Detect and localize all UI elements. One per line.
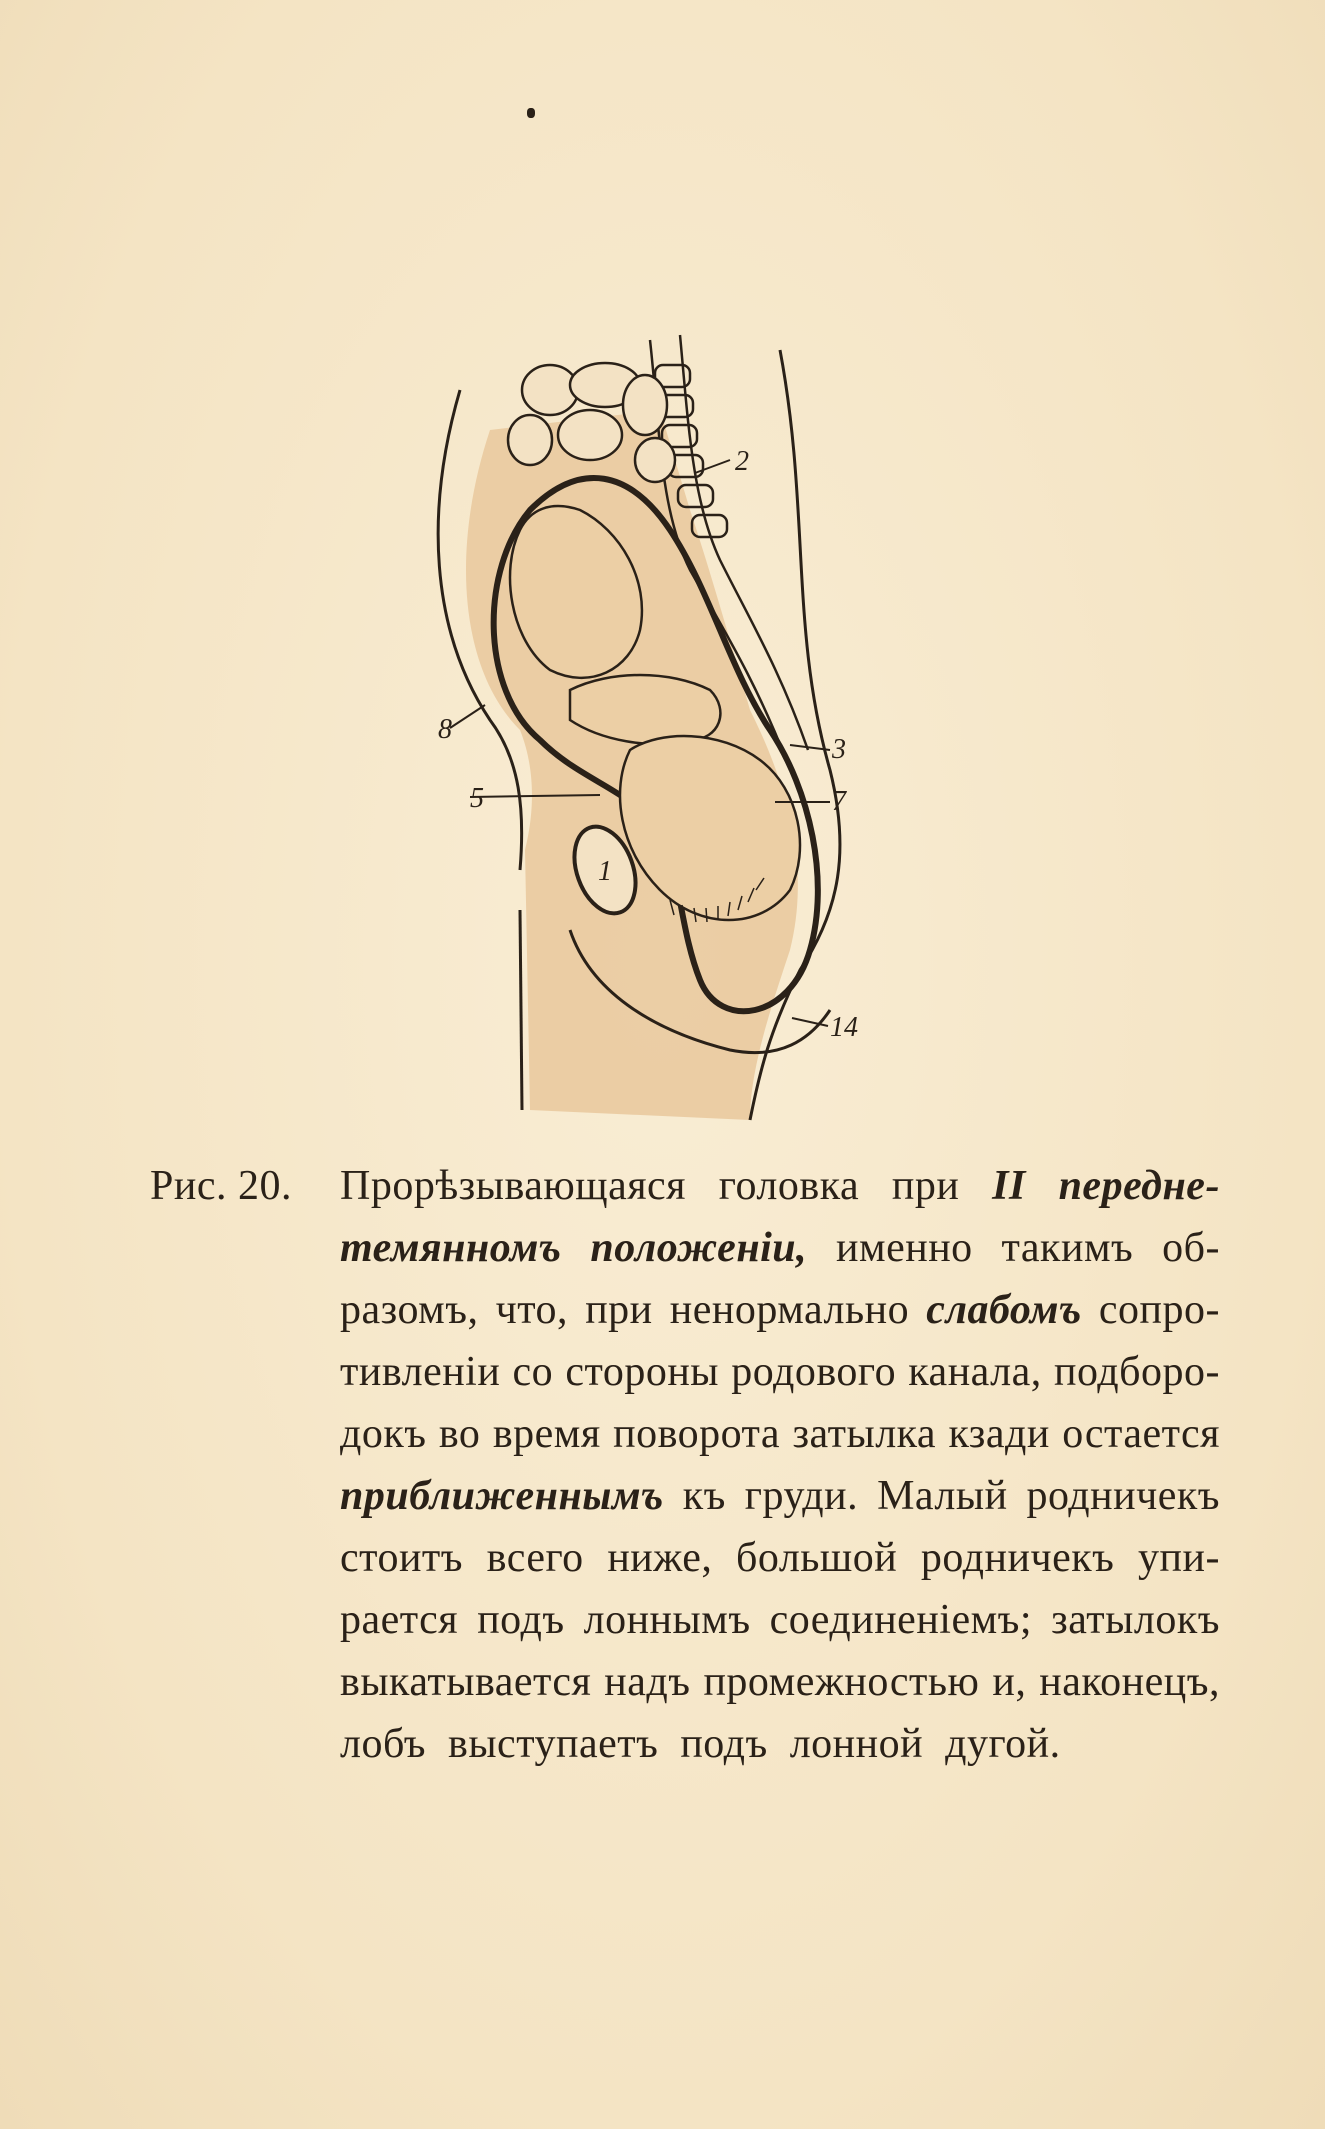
caption-line [150,1341,1220,1403]
caption-word: промежностью [703,1659,980,1705]
caption-word: сопро- [1098,1287,1220,1333]
caption-word: приближеннымъ [340,1473,664,1519]
figure-label-8: 8 [438,714,452,745]
caption-word: остается [1062,1411,1220,1457]
caption-word: выкатывается [340,1659,592,1705]
caption-word: докъ [340,1411,427,1457]
caption-word: дугой. [945,1721,1061,1767]
caption-word: передне- [1058,1163,1220,1209]
figure-label-5: 5 [470,783,484,814]
caption-word: во [438,1411,481,1457]
caption-word: родового [731,1349,897,1395]
caption-word: положеніи, [590,1225,808,1271]
caption-word: родничекъ [920,1535,1115,1581]
caption-word: Прорѣзывающаяся [340,1163,687,1209]
caption-line [150,1279,1220,1341]
caption-word: стоитъ [340,1535,463,1581]
caption-word: II [992,1163,1026,1209]
caption-word: наконецъ, [1039,1659,1220,1705]
caption-word: при [585,1287,653,1333]
caption-word: Малый [877,1473,1008,1519]
caption-word: затылокъ [1051,1597,1220,1643]
caption-word: всего [486,1535,584,1581]
caption-word: и, [992,1659,1027,1705]
figure-label-1: 1 [598,856,612,887]
caption-word: канала, [908,1349,1042,1395]
caption-line [150,1589,1220,1651]
caption-word: при [891,1163,960,1209]
caption-word: лонной [789,1721,924,1767]
figure-label-7: 7 [832,786,846,817]
caption-line [150,1403,1220,1465]
figure-number: Рис. 20. [150,1163,292,1209]
caption-word: надъ [604,1659,691,1705]
caption-line [150,1651,1220,1713]
caption-word: со [512,1349,554,1395]
caption-line [150,1465,1220,1527]
caption-word: ненормально [669,1287,910,1333]
caption-word: об- [1162,1225,1220,1271]
caption-word: затылка [792,1411,937,1457]
caption-word: большой [736,1535,898,1581]
caption-word: такимъ [1001,1225,1134,1271]
caption-word: слабомъ [926,1287,1082,1333]
anatomical-figure [430,310,950,1130]
caption-line [150,1713,1220,1775]
caption-word: ниже, [607,1535,713,1581]
caption-word: тивленіи [340,1349,501,1395]
caption-word: подъ [477,1597,565,1643]
caption-word: поворота [613,1411,781,1457]
caption-word: время [492,1411,601,1457]
caption-line [150,1527,1220,1589]
caption-word: головка [718,1163,860,1209]
figure-label-14: 14 [830,1012,858,1043]
figure-label-2: 2 [735,446,749,477]
caption-word: темянномъ [340,1225,562,1271]
caption-word: упи- [1138,1535,1220,1581]
caption-word: лоннымъ [583,1597,751,1643]
ink-speck [527,108,535,118]
caption-word: груди. [744,1473,859,1519]
figure-caption [150,1155,1220,1775]
caption-word: рается [340,1597,459,1643]
caption-line [150,1155,1220,1217]
caption-word: именно [836,1225,973,1271]
caption-word: подборо- [1053,1349,1220,1395]
caption-word: соединеніемъ; [769,1597,1033,1643]
caption-line [150,1217,1220,1279]
caption-word: подъ [680,1721,768,1767]
figure-label-3: 3 [832,734,846,765]
caption-word: стороны [565,1349,720,1395]
caption-word: кзади [948,1411,1050,1457]
caption-word: что, [495,1287,569,1333]
caption-word: родничекъ [1026,1473,1220,1519]
caption-word: лобъ [340,1721,426,1767]
caption-word: къ [682,1473,726,1519]
caption-word: выступаетъ [448,1721,659,1767]
caption-word: разомъ, [340,1287,479,1333]
